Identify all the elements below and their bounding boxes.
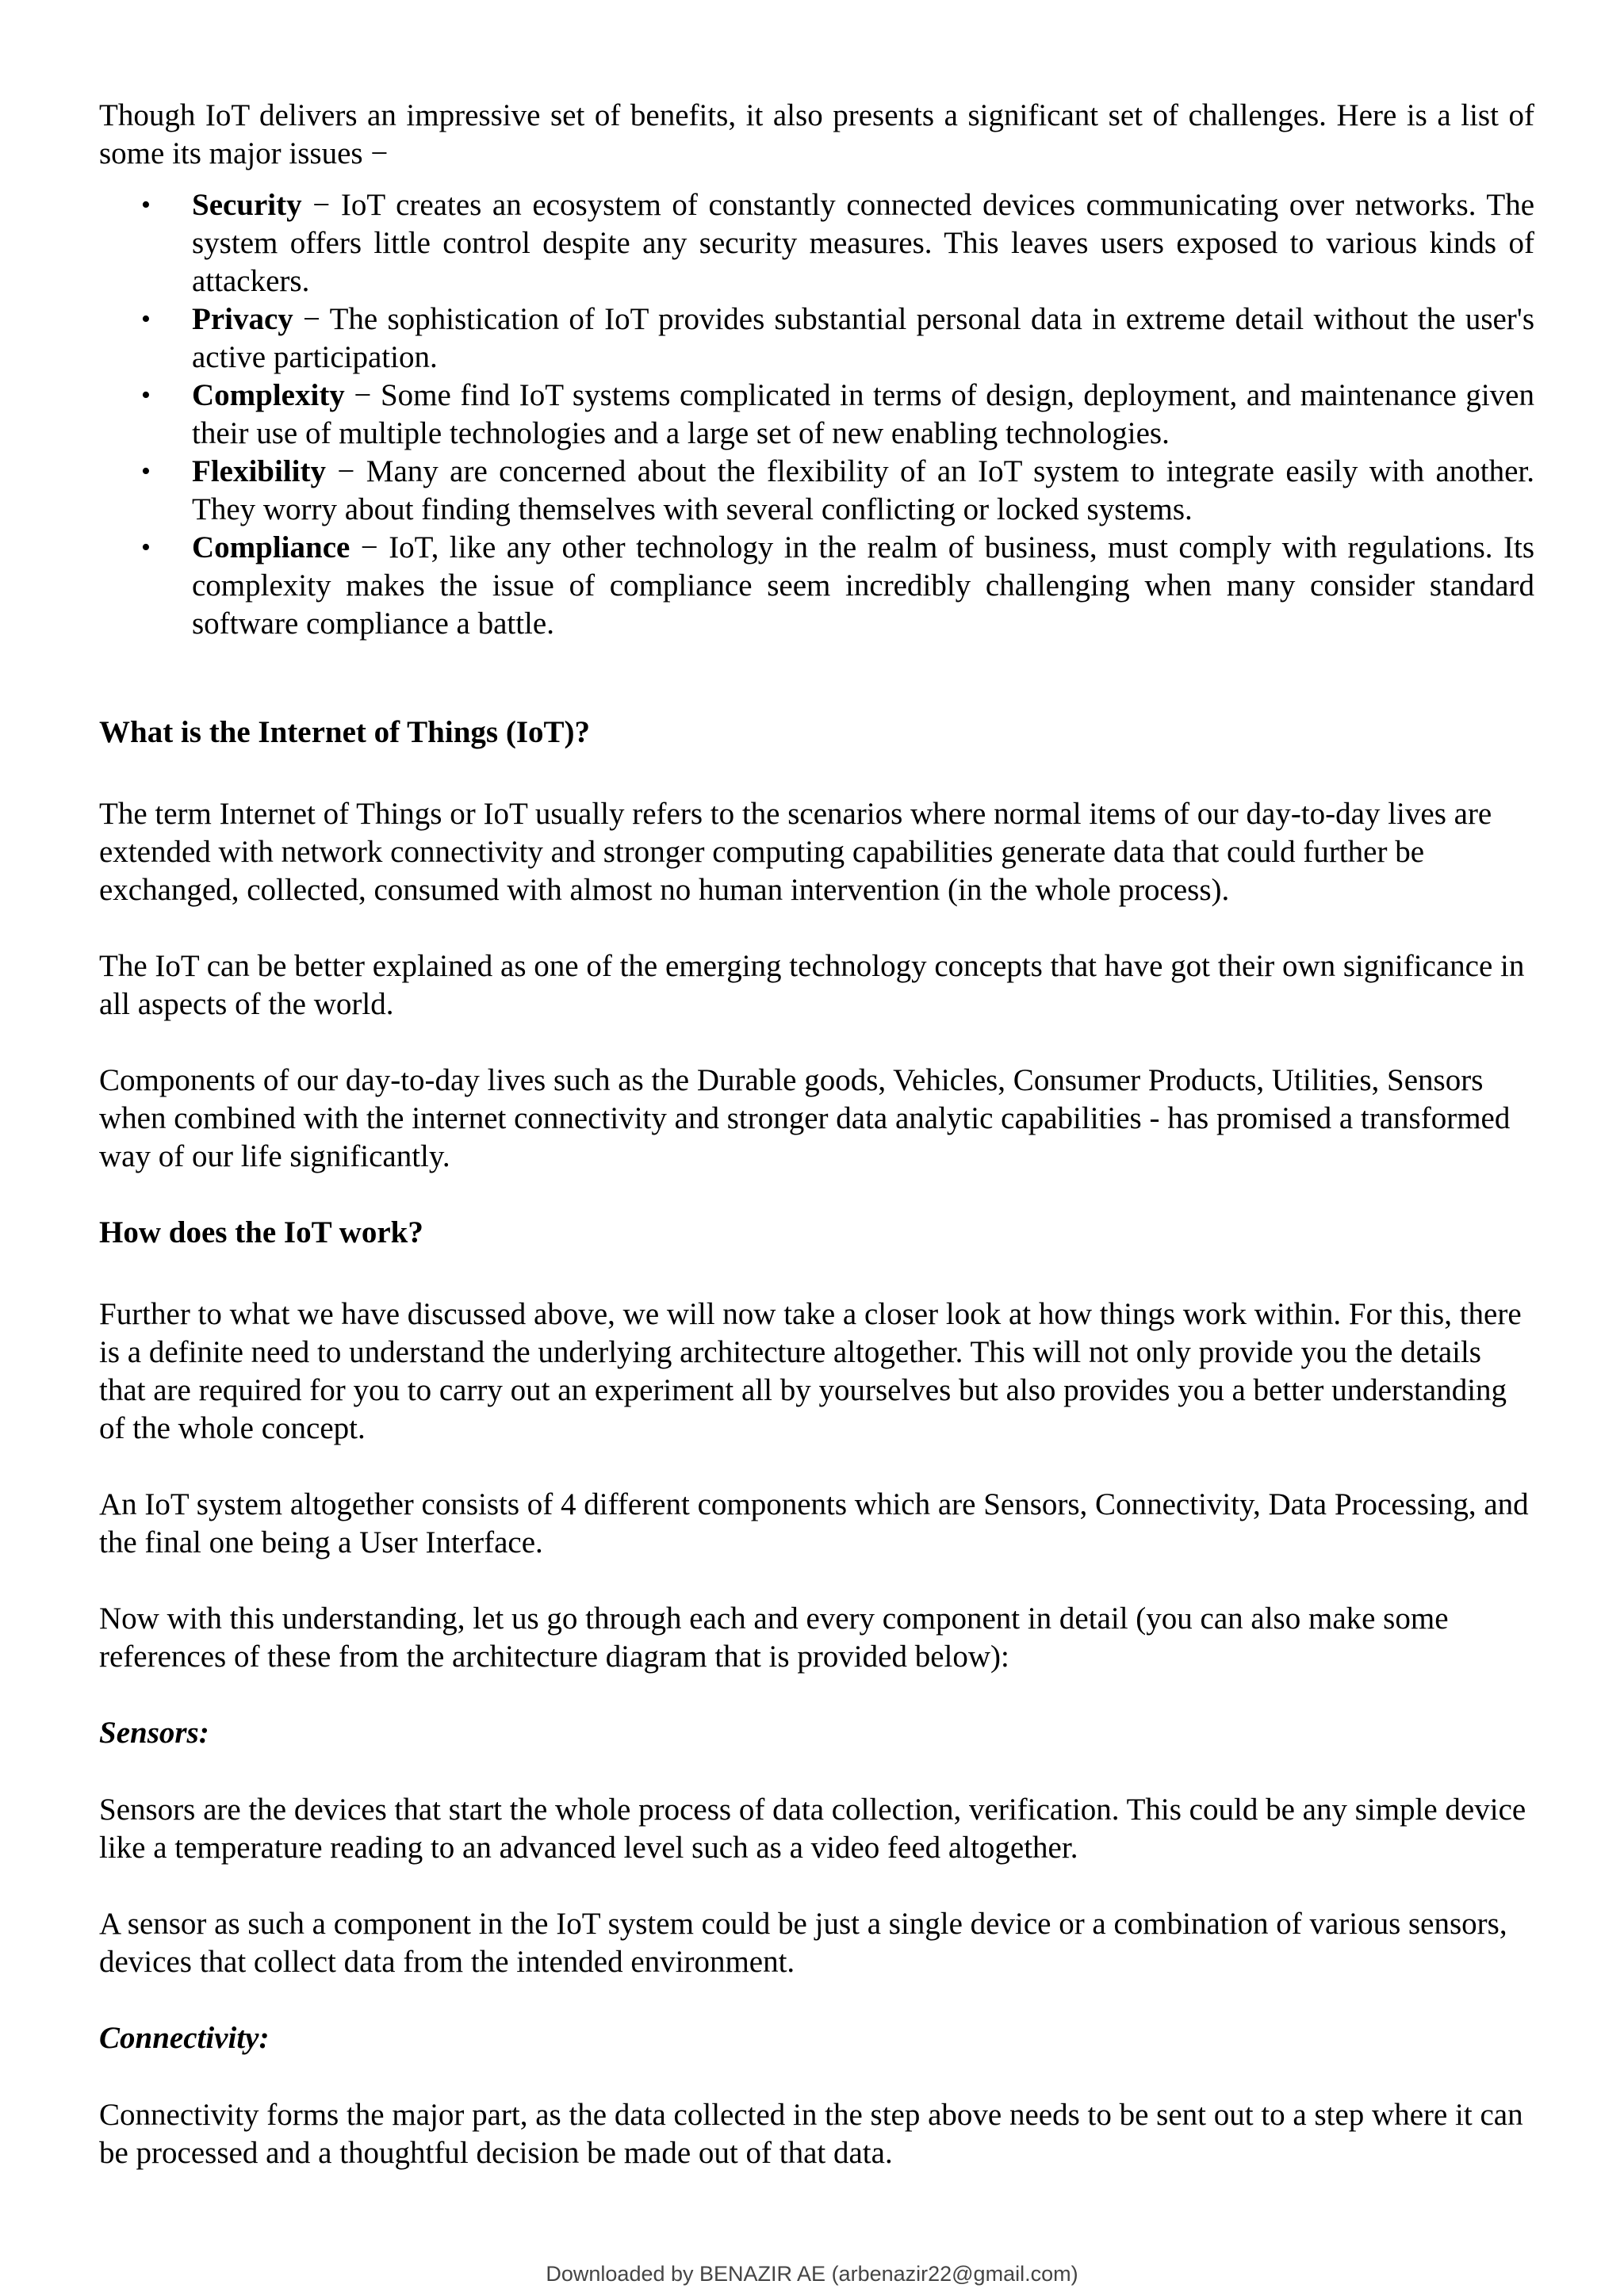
issue-term: Compliance bbox=[192, 530, 350, 564]
list-item bbox=[99, 186, 1534, 300]
issue-separator: − bbox=[301, 188, 341, 222]
issue-term: Complexity bbox=[192, 378, 345, 412]
issue-text: Many are concerned about the flexibility of an IoT system to integrate easily with another. They worry about finding themselves with several conflicting or locked systems. bbox=[192, 454, 1535, 526]
paragraph: Further to what we have discussed above, we will now take a closer look at how things work within. For this, there is a definite need to understand the underlying architecture altogether. This will not only provide you the details that are required for you to carry out an experiment all by yourselves but also provides you a better understanding of the whole concept. bbox=[99, 1297, 1522, 1445]
issue-text: Some find IoT systems complicated in terms of design, deployment, and maintenance given their use of multiple technologies and a large set of new enabling technologies. bbox=[192, 378, 1534, 450]
paragraph: An IoT system altogether consists of 4 different components which are Sensors, Connectivity, Data Processing, and the final one being a User Interface. bbox=[99, 1487, 1529, 1559]
bullet-icon: • bbox=[141, 190, 151, 220]
issue-separator: − bbox=[326, 454, 366, 488]
paragraph: A sensor as such a component in the IoT system could be just a single device or a combination of various sensors, devices that collect data from the intended environment. bbox=[99, 1907, 1507, 1979]
list-item bbox=[99, 529, 1534, 643]
issues-list bbox=[99, 186, 1534, 643]
issue-separator: − bbox=[293, 302, 330, 336]
section-heading-how-iot-works: How does the IoT work? bbox=[99, 1215, 423, 1249]
issue-term: Flexibility bbox=[192, 454, 326, 488]
paragraph: Now with this understanding, let us go through each and every component in detail (you can also make some references of these from the architecture diagram that is provided below): bbox=[99, 1601, 1449, 1674]
bullet-icon: • bbox=[141, 533, 151, 562]
intro-paragraph: Though IoT delivers an impressive set of benefits, it also presents a significant set of challenges. Here is a list of some its major issues − bbox=[99, 98, 1534, 170]
issue-separator: − bbox=[350, 530, 389, 564]
issue-text: IoT creates an ecosystem of constantly connected devices communicating over networks. The system offers little control despite any security measures. This leaves users exposed to various kinds of attackers. bbox=[192, 188, 1535, 298]
paragraph: Connectivity forms the major part, as the data collected in the step above needs to be sent out to a step where it can be processed and a thoughtful decision be made out of that data. bbox=[99, 2098, 1523, 2170]
section-heading-what-is-iot: What is the Internet of Things (IoT)? bbox=[99, 715, 590, 749]
list-item bbox=[99, 300, 1534, 377]
issue-term: Privacy bbox=[192, 302, 293, 336]
subheading-connectivity: Connectivity: bbox=[99, 2021, 270, 2055]
paragraph: Components of our day-to-day lives such as the Durable goods, Vehicles, Consumer Products, Utilities, Sensors when combined with the internet connectivity and stronger data analytic capabilities - has promised a transformed way of our life significantly. bbox=[99, 1063, 1511, 1173]
list-item bbox=[99, 377, 1534, 453]
issue-term: Security bbox=[192, 188, 302, 222]
paragraph: The term Internet of Things or IoT usually refers to the scenarios where normal items of our day-to-day lives are extended with network connectivity and stronger computing capabilities generate data that could further be exchanged, collected, consumed with almost no human intervention (in the whole process). bbox=[99, 797, 1492, 907]
list-item bbox=[99, 453, 1534, 529]
issue-text: IoT, like any other technology in the realm of business, must comply with regulations. Its complexity makes the issue of compliance seem incredibly challenging when many consider standard software compliance a battle. bbox=[192, 530, 1534, 641]
bullet-icon: • bbox=[141, 457, 151, 486]
issue-text: The sophistication of IoT provides substantial personal data in extreme detail without the user's active participation. bbox=[192, 302, 1534, 374]
issue-separator: − bbox=[344, 378, 381, 412]
paragraph: Sensors are the devices that start the whole process of data collection, verification. This could be any simple device like a temperature reading to an advanced level such as a video feed altogether. bbox=[99, 1793, 1526, 1865]
download-footer: Downloaded by BENAZIR AE (arbenazir22@gmail.com) bbox=[546, 2262, 1078, 2286]
bullet-icon: • bbox=[141, 381, 151, 410]
paragraph: The IoT can be better explained as one of the emerging technology concepts that have got their own significance in all aspects of the world. bbox=[99, 949, 1525, 1021]
bullet-icon: • bbox=[141, 304, 151, 334]
subheading-sensors: Sensors: bbox=[99, 1716, 209, 1750]
